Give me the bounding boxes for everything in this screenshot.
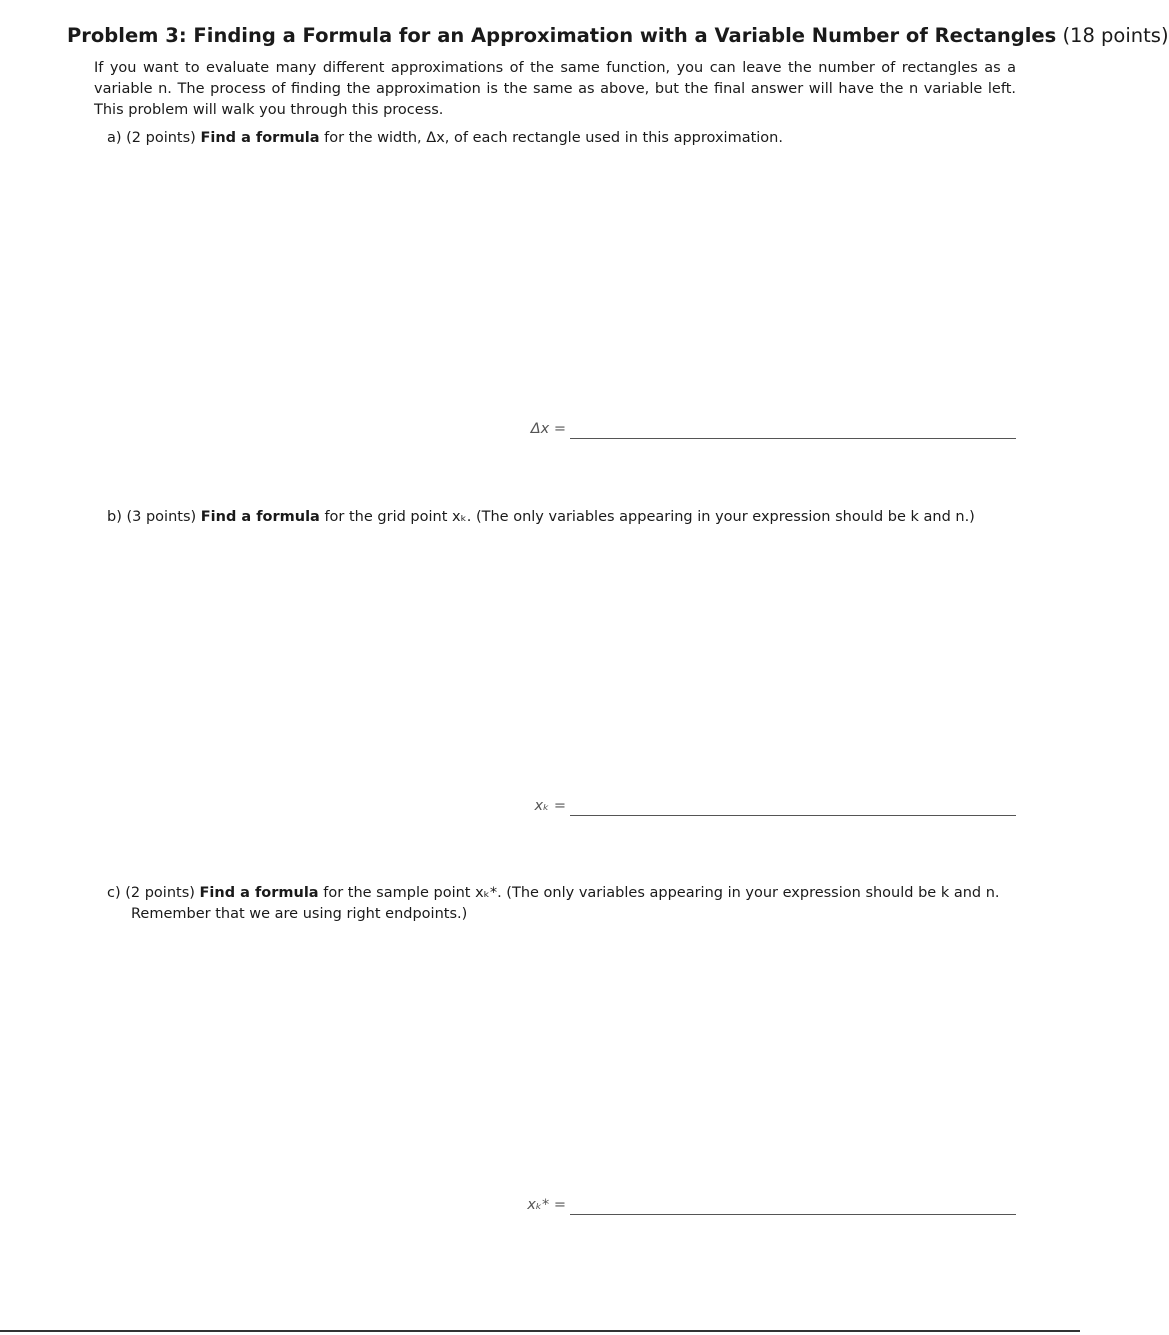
part-a-answer-label: Δx = — [530, 421, 566, 437]
part-b-answer-label: xₖ = — [534, 798, 566, 814]
problem-intro: If you want to evaluate many different approximations of the same function, you can leave the number of rectangles as a variable n. The process of finding the approximation is the same as above, but the final answer will have the n variable left. This problem will walk you through this process. — [94, 60, 1016, 118]
part-c-answer-line[interactable] — [570, 1214, 1016, 1215]
part-c-label: c) (2 points) — [107, 885, 195, 901]
part-b-answer[interactable] — [440, 792, 1016, 816]
part-c-text-line2: Remember that we are using right endpoints.) — [131, 906, 468, 922]
part-a-bold: Find a formula — [200, 130, 320, 146]
problem-title-text: Problem 3: Finding a Formula for an Approximation with a Variable Number of Rectangles — [67, 24, 1057, 47]
part-b-text: for the grid point xₖ. (The only variables appearing in your expression should be k and n.) — [324, 509, 975, 525]
problem-title — [67, 24, 1169, 48]
problem-points: (18 points) — [1062, 24, 1169, 47]
part-a-answer[interactable] — [440, 415, 1016, 439]
part-b-bold: Find a formula — [200, 509, 320, 525]
part-c-bold: Find a formula — [199, 885, 319, 901]
part-c-answer[interactable] — [440, 1191, 1016, 1215]
part-b-prompt — [107, 507, 975, 528]
part-c-text: for the sample point xₖ*. (The only variables appearing in your expression should be k and n. — [323, 885, 1000, 901]
part-a-label: a) (2 points) — [107, 130, 196, 146]
part-a-answer-line[interactable] — [570, 438, 1016, 439]
page-bottom-rule — [0, 1330, 1080, 1332]
part-c-answer-label: xₖ* = — [527, 1197, 566, 1213]
part-a-text: for the width, Δx, of each rectangle used in this approximation. — [324, 130, 783, 146]
part-c-prompt — [107, 883, 1000, 925]
part-b-label: b) (3 points) — [107, 509, 197, 525]
part-a-prompt — [107, 128, 783, 149]
part-b-answer-line[interactable] — [570, 815, 1016, 816]
